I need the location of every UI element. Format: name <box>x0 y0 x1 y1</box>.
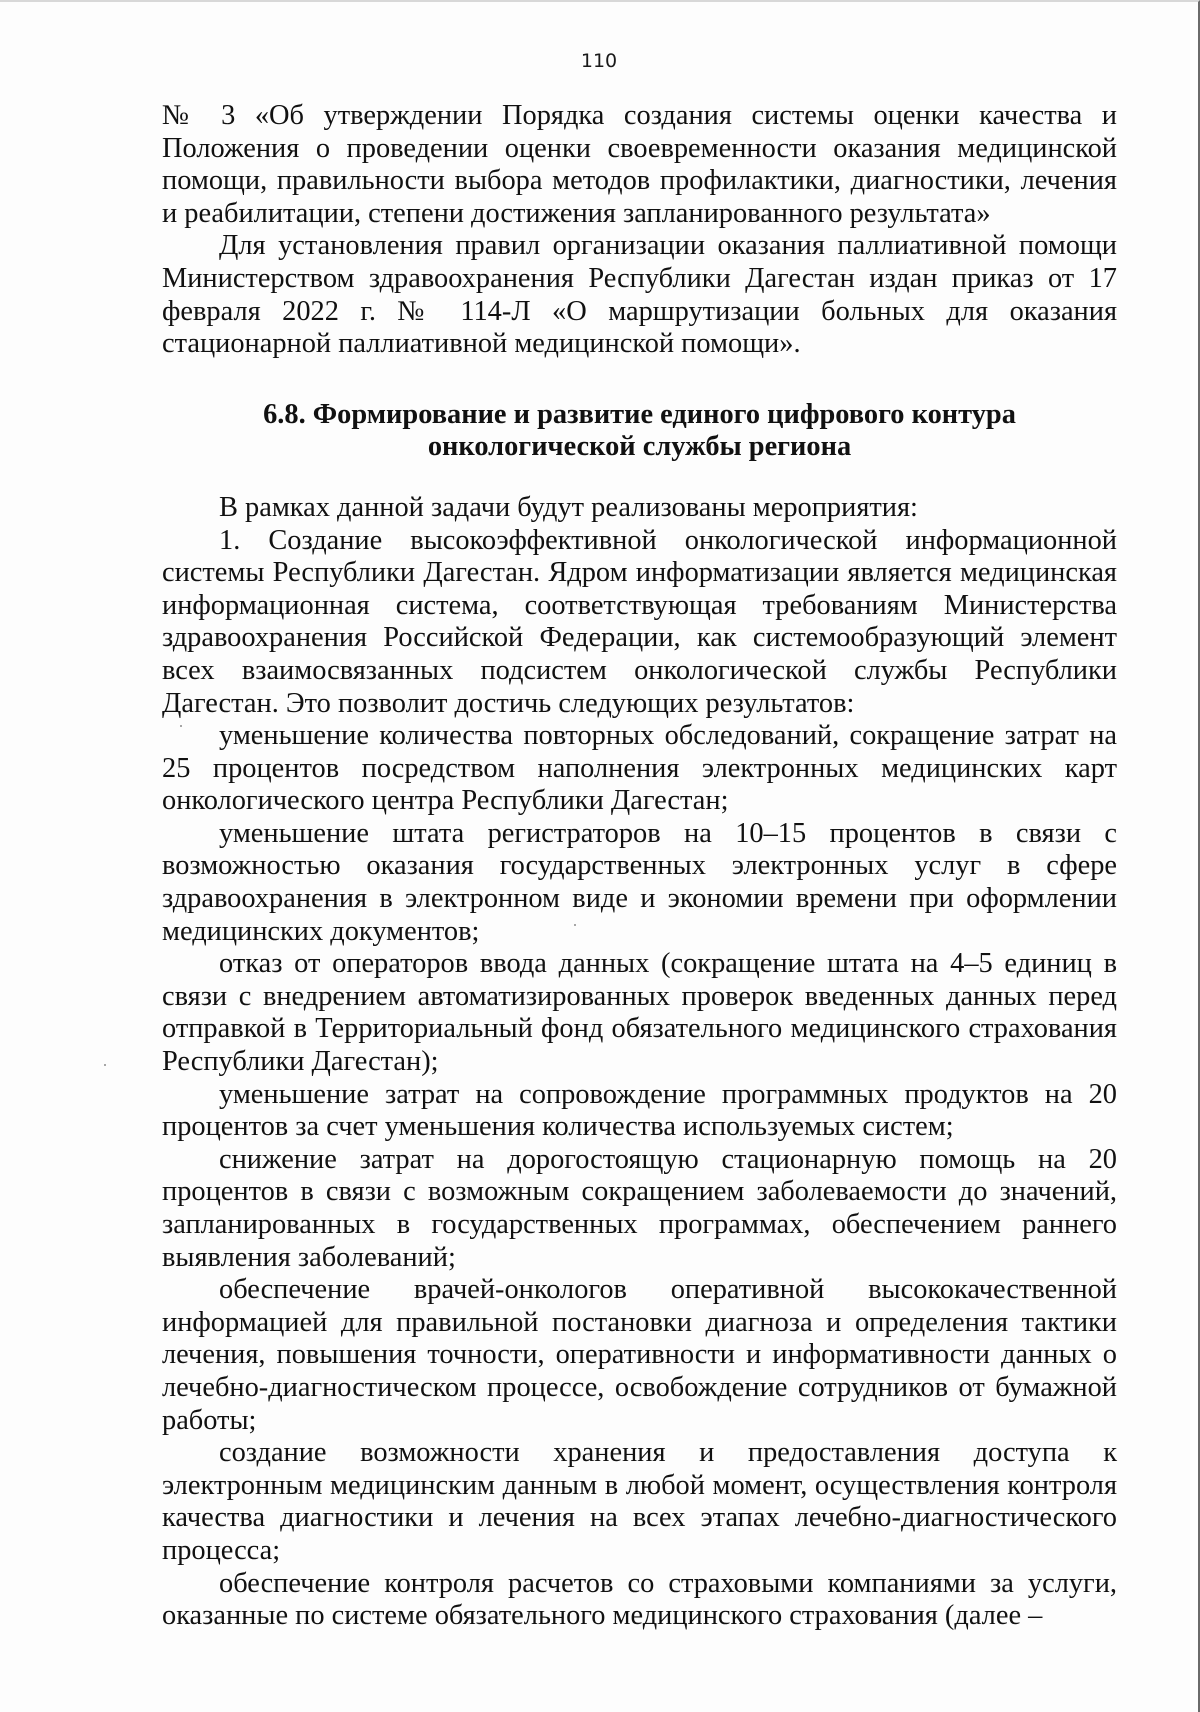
spacer <box>162 361 1117 399</box>
list-paragraph: обеспечение врачей-онкологов оперативной высококачественной информацией для правильной постановки диагноза и определения тактики лечения, повышения точности, оперативности и информативности данных о лечебно-диагностическом процессе, освобождение сотрудников от бумажной работы; <box>162 1274 1117 1436</box>
document-body <box>162 100 1117 1633</box>
list-paragraph: уменьшение штата регистраторов на 10–15 процентов в связи с возможностью оказания государственных электронных услуг в сфере здравоохранения в электронном виде и экономии времени при оформлении медицинских документов; <box>162 817 1117 947</box>
section-heading-line: онкологической службы региона <box>427 431 852 463</box>
list-paragraph: отказ от операторов ввода данных (сокращение штата на 4–5 единиц в связи с внедрением автоматизированных проверок введенных данных перед отправкой в Территориальный фонд обязательного медицинского страхования Республики Дагестан); <box>162 948 1117 1078</box>
list-paragraph: создание возможности хранения и предоставления доступа к электронным медицинским данным в любой момент, осуществления контроля качества диагностики и лечения на всех этапах лечебно-диагностического процесса; <box>162 1437 1117 1566</box>
paragraph: В рамках данной задачи будут реализованы мероприятия: <box>219 491 918 523</box>
paragraph: Для установления правил организации оказания паллиативной помощи Министерством здравоохранения Республики Дагестан издан приказ от 17 февраля 2022 г. № 114-Л «О маршрутизации больных для оказания стационарной паллиативной медицинской помощи». <box>162 230 1117 360</box>
list-paragraph: уменьшение количества повторных обследований, сокращение затрат на 25 процентов посредством наполнения электронных медицинских карт онкологического центра Республики Дагестан; <box>162 720 1117 817</box>
scan-speck <box>104 1064 106 1066</box>
list-paragraph: уменьшение затрат на сопровождение программных продуктов на 20 процентов за счет уменьшения количества используемых систем; <box>162 1078 1117 1143</box>
list-paragraph: обеспечение контроля расчетов со страховыми компаниями за услуги, оказанные по системе обязательного медицинского страхования (далее – <box>162 1567 1117 1632</box>
scan-speck <box>574 924 576 926</box>
spacer <box>162 464 1117 492</box>
paragraph: № 3 «Об утверждении Порядка создания системы оценки качества и Положения о проведении оценки своевременности оказания медицинской помощи, правильности выбора методов профилактики, диагностики, лечения и реабилитации, степени достижения запланированного результата» <box>162 100 1117 229</box>
section-heading-line: 6.8. Формирование и развитие единого цифрового контура <box>263 398 1016 430</box>
scan-speck <box>180 725 182 727</box>
list-paragraph: снижение затрат на дорогостоящую стационарную помощь на 20 процентов в связи с возможным сокращением заболеваемости до значений, запланированных в государственных программах, обеспечением раннего выявления заболеваний; <box>162 1143 1117 1273</box>
section-heading <box>162 399 1117 464</box>
page-number: 110 <box>580 50 618 72</box>
paragraph: 1. Создание высокоэффективной онкологической информационной системы Республики Дагестан. Ядром информатизации является медицинская информационная система, соответствующая требованиям Министерства здравоохранения Российской Федерации, как системообразующий элемент всех взаимосвязанных подсистем онкологической службы Республики Дагестан. Это позволит достичь следующих результатов: <box>162 524 1117 719</box>
